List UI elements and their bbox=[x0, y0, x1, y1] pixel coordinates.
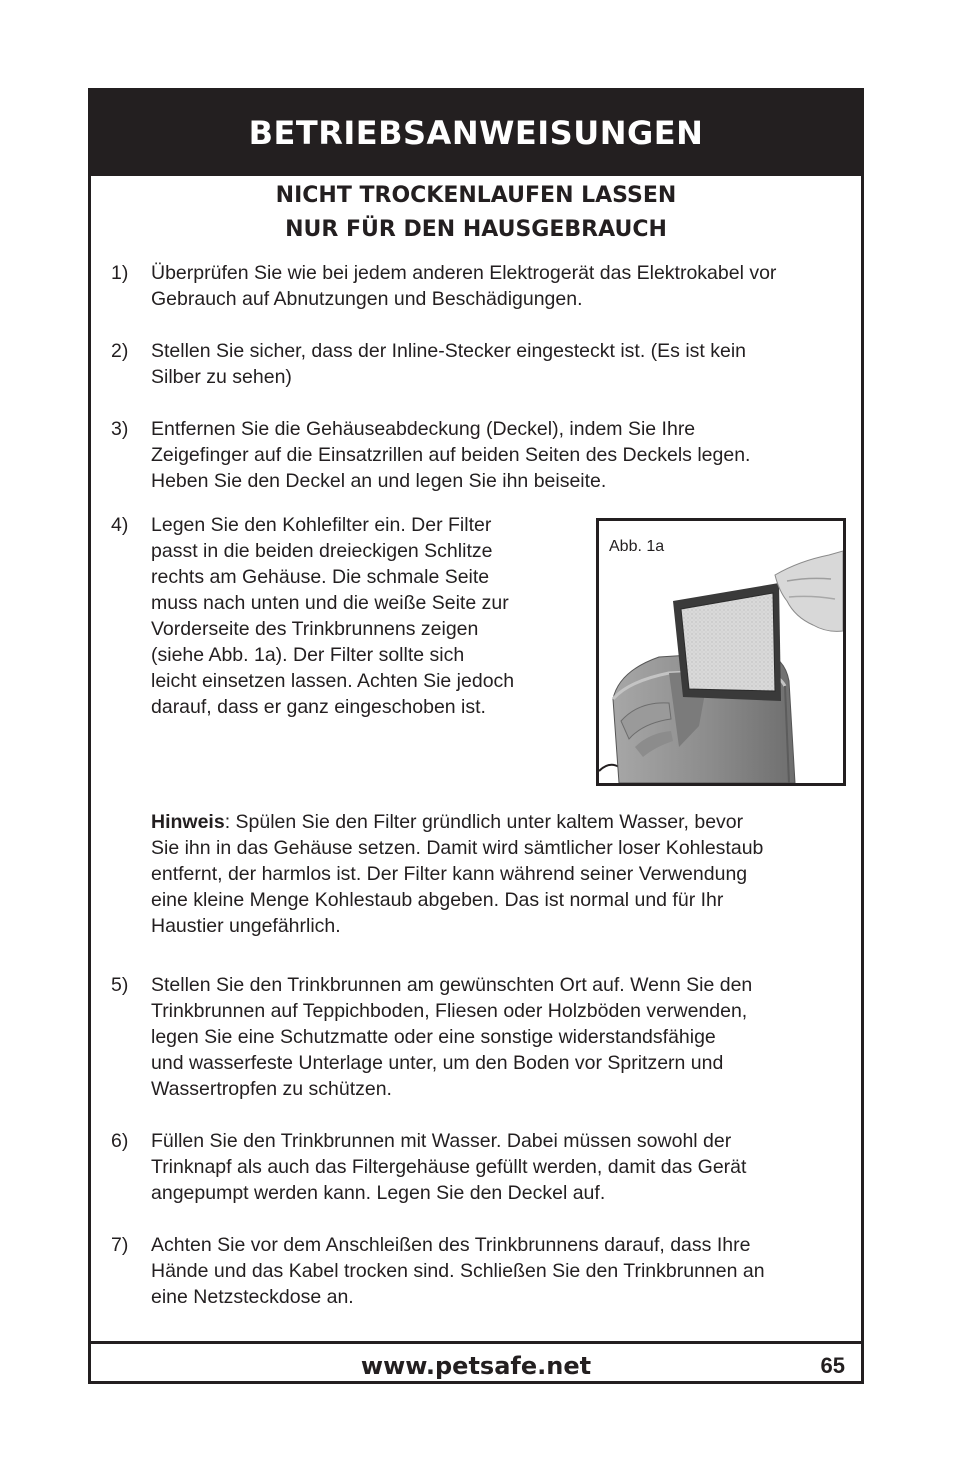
step-line: Wassertropfen zu schützen. bbox=[151, 1078, 392, 1100]
step-line: Achten Sie vor dem Anschleißen des Trinkbrunnens darauf, dass Ihre bbox=[151, 1234, 751, 1256]
step-number: 2) bbox=[111, 340, 129, 362]
footer-divider bbox=[91, 1341, 861, 1344]
step-number: 3) bbox=[111, 418, 129, 440]
footer-website: www.petsafe.net bbox=[360, 1352, 592, 1380]
step-line: Hände und das Kabel trocken sind. Schließen Sie den Trinkbrunnen an bbox=[151, 1260, 765, 1282]
step-line: darauf, dass er ganz eingeschoben ist. bbox=[151, 696, 486, 718]
step-number: 5) bbox=[111, 974, 129, 996]
page-frame bbox=[88, 88, 864, 1384]
step-line: rechts am Gehäuse. Die schmale Seite bbox=[151, 566, 490, 588]
step-line: Heben Sie den Deckel an und legen Sie ihn beiseite. bbox=[151, 470, 607, 492]
note-line: : Spülen Sie den Filter gründlich unter kaltem Wasser, bevor bbox=[224, 811, 744, 833]
step-number: 7) bbox=[111, 1234, 129, 1256]
step-line: Trinkbrunnen auf Teppichboden, Fliesen oder Holzböden verwenden, bbox=[151, 1000, 748, 1022]
page-number: 65 bbox=[820, 1353, 845, 1378]
step-line: Stellen Sie sicher, dass der Inline-Stecker eingesteckt ist. (Es ist kein bbox=[151, 340, 747, 362]
note-line: entfernt, der harmlos ist. Der Filter kann während seiner Verwendung bbox=[151, 863, 748, 885]
step-line: Legen Sie den Kohlefilter ein. Der Filter bbox=[151, 514, 492, 536]
subheading-dry-run: NICHT TROCKENLAUFEN LASSEN bbox=[275, 183, 677, 208]
note-line: Sie ihn in das Gehäuse setzen. Damit wird sämtlicher loser Kohlestaub bbox=[151, 837, 764, 859]
step-line: Gebrauch auf Abnutzungen und Beschädigungen. bbox=[151, 288, 583, 310]
step-line: und wasserfeste Unterlage unter, um den Boden vor Spritzern und bbox=[151, 1052, 724, 1074]
step-line: passt in die beiden dreieckigen Schlitze bbox=[151, 540, 493, 562]
filter-insertion-illustration bbox=[599, 521, 843, 783]
step-line: Vorderseite des Trinkbrunnens zeigen bbox=[151, 618, 479, 640]
step-number: 1) bbox=[111, 262, 129, 284]
note-paragraph bbox=[151, 809, 851, 939]
step-line: Entfernen Sie die Gehäuseabdeckung (Deckel), indem Sie Ihre bbox=[151, 418, 696, 440]
step-line: muss nach unten und die weiße Seite zur bbox=[151, 592, 509, 614]
step-line: leicht einsetzen lassen. Achten Sie jedoch bbox=[151, 670, 515, 692]
step-line: Silber zu sehen) bbox=[151, 366, 292, 388]
note-line: Haustier ungefährlich. bbox=[151, 915, 341, 937]
step-line: angepumpt werden kann. Legen Sie den Deckel auf. bbox=[151, 1182, 606, 1204]
step-number: 4) bbox=[111, 514, 129, 536]
step-line: Überprüfen Sie wie bei jedem anderen Elektrogerät das Elektrokabel vor bbox=[151, 262, 777, 284]
note-line: eine kleine Menge Kohlestaub abgeben. Das ist normal und für Ihr bbox=[151, 889, 724, 911]
step-number: 6) bbox=[111, 1130, 129, 1152]
figure-1a bbox=[596, 518, 846, 786]
subheading-household-use: NUR FÜR DEN HAUSGEBRAUCH bbox=[285, 217, 667, 242]
header-bar bbox=[91, 91, 861, 176]
figure-label: Abb. 1a bbox=[609, 538, 665, 555]
note-label: Hinweis bbox=[151, 811, 225, 833]
step-line: Trinknapf als auch das Filtergehäuse gefüllt werden, damit das Gerät bbox=[151, 1156, 747, 1178]
step-line: Stellen Sie den Trinkbrunnen am gewünschten Ort auf. Wenn Sie den bbox=[151, 974, 753, 996]
step-line: Zeigefinger auf die Einsatzrillen auf beiden Seiten des Deckels legen. bbox=[151, 444, 751, 466]
step-line: legen Sie eine Schutzmatte oder eine sonstige widerstandsfähige bbox=[151, 1026, 716, 1048]
step-line: (siehe Abb. 1a). Der Filter sollte sich bbox=[151, 644, 465, 666]
step-line: eine Netzsteckdose an. bbox=[151, 1286, 354, 1308]
step-line: Füllen Sie den Trinkbrunnen mit Wasser. Dabei müssen sowohl der bbox=[151, 1130, 732, 1152]
page-title: BETRIEBSANWEISUNGEN bbox=[248, 114, 704, 152]
